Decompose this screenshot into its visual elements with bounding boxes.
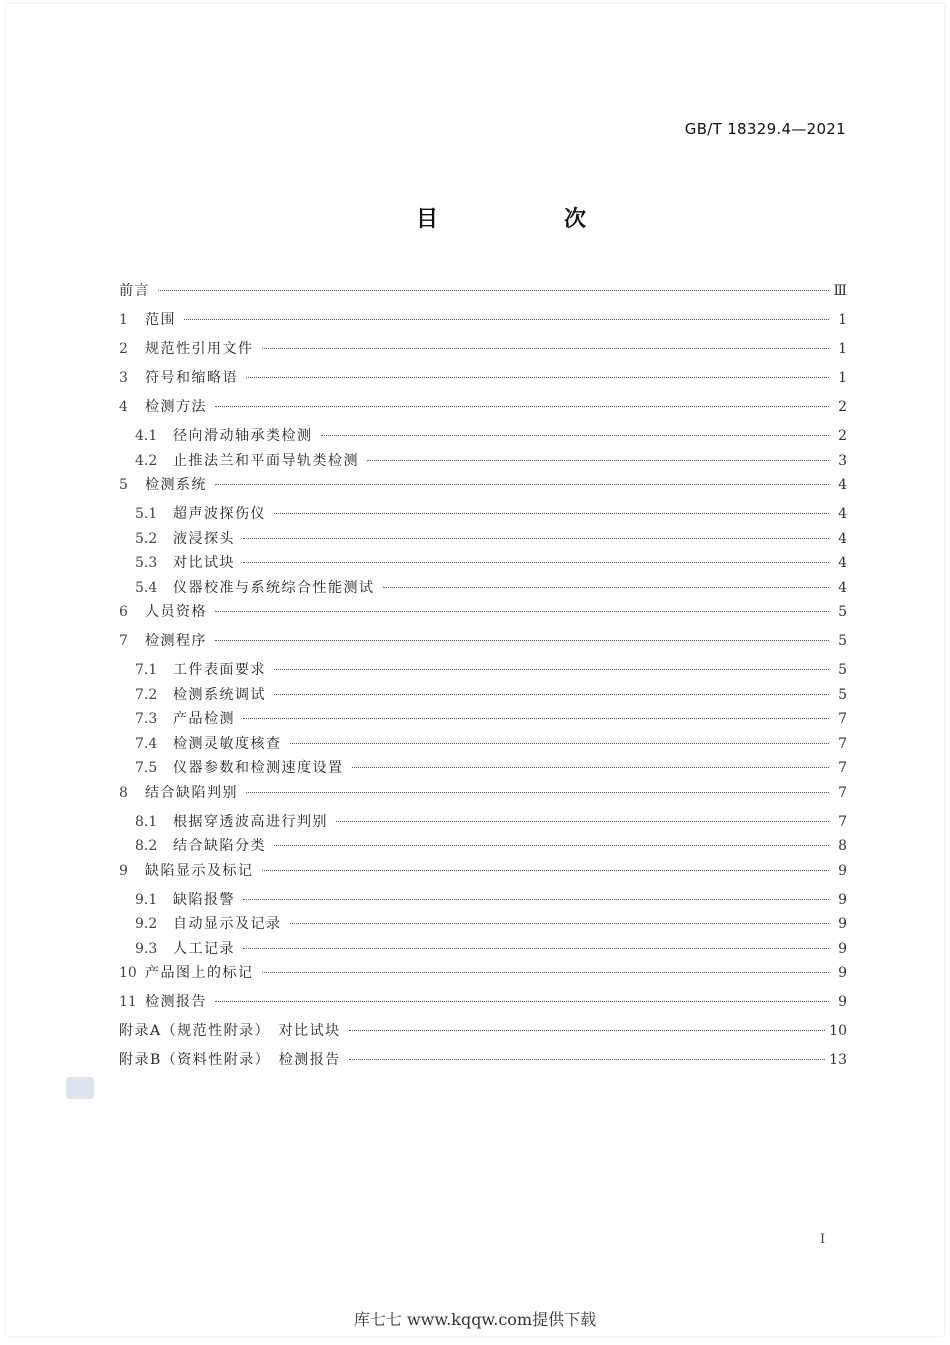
dot-leader	[215, 484, 829, 485]
dot-leader	[349, 1030, 826, 1031]
dot-leader	[274, 513, 829, 514]
toc-entry[interactable]	[119, 889, 847, 914]
toc-entry-number: 7.5	[135, 760, 158, 776]
toc-entry-number: 2	[119, 341, 128, 357]
toc-entry-label: 人工记录	[173, 940, 235, 957]
toc-entry[interactable]	[119, 860, 847, 889]
dot-leader	[243, 948, 829, 949]
toc-entry-label: 结合缺陷分类	[173, 838, 266, 854]
toc-entry-page: 7	[838, 813, 847, 830]
dot-leader	[246, 377, 829, 378]
toc-entry-label: 检测灵敏度核查	[173, 735, 282, 752]
toc-entry[interactable]	[119, 503, 847, 528]
toc-entry-page: 10	[829, 1023, 847, 1039]
toc-entry-page: 1	[838, 312, 847, 328]
dot-leader	[383, 587, 830, 588]
toc-entry[interactable]	[119, 684, 847, 709]
toc-entry-page: 9	[838, 891, 847, 908]
dot-leader	[158, 290, 829, 291]
toc-entry-label: 检测系统	[145, 477, 207, 493]
toc-entry-page: 7	[838, 784, 847, 801]
toc-entry[interactable]	[119, 733, 847, 758]
toc-entry-label: 检测程序	[145, 633, 207, 649]
toc-entry-label: 对比试块	[173, 555, 235, 571]
dot-leader	[246, 792, 829, 793]
dot-leader	[336, 821, 829, 822]
toc-entry[interactable]	[119, 757, 847, 782]
toc-entry[interactable]	[119, 309, 847, 338]
dot-leader	[274, 669, 829, 670]
toc-entry-page: 9	[838, 916, 847, 932]
toc-entry-label: 止推法兰和平面导轨类检测	[173, 452, 359, 469]
toc-entry[interactable]	[119, 835, 847, 860]
toc-entry-number: 11	[119, 994, 137, 1010]
dot-leader	[290, 743, 830, 744]
toc-entry-label: 仪器校准与系统综合性能测试	[173, 579, 375, 596]
toc-entry-label: 工件表面要求	[173, 662, 266, 678]
toc-entry-number: 8.2	[135, 838, 158, 854]
seal-icon	[66, 1077, 94, 1099]
toc-entry-page: 4	[838, 506, 847, 522]
toc-entry[interactable]	[119, 474, 847, 503]
toc-entry-label: 液浸探头	[173, 530, 235, 547]
toc-entry[interactable]	[119, 528, 847, 553]
toc-entry[interactable]	[119, 782, 847, 811]
toc-entry-page: 4	[838, 579, 847, 596]
toc-entry-label: 缺陷显示及标记	[145, 862, 254, 879]
toc-entry-number: 9.2	[135, 916, 158, 932]
toc-entry-label: 结合缺陷判别	[145, 784, 238, 801]
toc-entry-label: 缺陷报警	[173, 891, 235, 908]
toc-entry-page: 13	[829, 1052, 847, 1068]
dot-leader	[367, 460, 829, 461]
toc-entry-label: 附录A（规范性附录） 对比试块	[119, 1023, 341, 1039]
toc-entry-label: 根据穿透波高进行判别	[173, 813, 328, 830]
toc-entry-number: 9.3	[135, 940, 158, 957]
toc-entry-page: 3	[838, 452, 847, 469]
toc-entry-page: 5	[838, 662, 847, 678]
toc-entry-label: 产品图上的标记	[145, 965, 254, 981]
toc-entry-label: 人员资格	[145, 604, 207, 620]
toc-entry-page: 1	[838, 370, 847, 386]
toc-entry-page: 5	[838, 633, 847, 649]
toc-entry-number: 7.3	[135, 711, 158, 727]
toc-entry[interactable]	[119, 601, 847, 630]
toc-entry[interactable]	[119, 396, 847, 425]
dot-leader	[352, 767, 830, 768]
toc-entry-page: Ⅲ	[833, 283, 847, 299]
toc-entry-page: 7	[838, 711, 847, 727]
toc-entry-label: 超声波探伤仪	[173, 506, 266, 522]
toc-entry-page: 5	[838, 686, 847, 703]
dot-leader	[262, 972, 830, 973]
toc-entry[interactable]	[119, 1049, 847, 1078]
toc-entry-number: 7.1	[135, 662, 158, 678]
toc-entry-label: 附录B（资料性附录） 检测报告	[119, 1052, 341, 1068]
toc-entry[interactable]	[119, 425, 847, 450]
page-title: 目 次	[415, 207, 638, 232]
page-number: I	[820, 1232, 826, 1247]
toc-entry-number: 8.1	[135, 813, 158, 830]
toc-entry[interactable]	[119, 811, 847, 836]
dot-leader	[215, 1001, 829, 1002]
toc-entry[interactable]	[119, 552, 847, 577]
dot-leader	[184, 319, 829, 320]
toc-entry-label: 检测报告	[145, 994, 207, 1010]
toc-entry[interactable]	[119, 913, 847, 938]
toc-entry-page: 4	[838, 555, 847, 571]
toc-entry-page: 9	[838, 862, 847, 879]
toc-entry[interactable]	[119, 1020, 847, 1049]
toc-entry-number: 5	[119, 477, 128, 493]
toc-entry-number: 5.1	[135, 506, 158, 522]
toc-entry[interactable]	[119, 367, 847, 396]
dot-leader	[243, 718, 829, 719]
toc-entry-page: 2	[838, 428, 847, 444]
toc-entry-page: 9	[838, 965, 847, 981]
toc-entry-label: 检测系统调试	[173, 686, 266, 703]
standard-code: GB/T 18329.4—2021	[684, 120, 846, 138]
toc-entry[interactable]	[119, 338, 847, 367]
dot-leader	[243, 538, 829, 539]
toc-entry[interactable]	[119, 659, 847, 684]
toc-entry-number: 6	[119, 604, 128, 620]
dot-leader	[215, 406, 829, 407]
toc-entry-number: 5.2	[135, 530, 158, 547]
toc-entry-page: 1	[838, 341, 847, 357]
toc-entry[interactable]	[119, 630, 847, 659]
dot-leader	[243, 899, 829, 900]
dot-leader	[243, 562, 829, 563]
toc-entry[interactable]	[119, 708, 847, 733]
toc-entry-number: 7.4	[135, 735, 158, 752]
toc-entry-page: 5	[838, 604, 847, 620]
toc-entry-number: 5.3	[135, 555, 158, 571]
download-watermark: 库七七 www.kqqw.com提供下载	[353, 1310, 597, 1329]
toc-entry[interactable]	[119, 280, 847, 309]
dot-leader	[215, 611, 829, 612]
dot-leader	[215, 640, 829, 641]
dot-leader	[274, 845, 829, 846]
toc-entry[interactable]	[119, 450, 847, 475]
toc-entry-number: 4.2	[135, 452, 158, 469]
toc-entry-number: 9	[119, 862, 128, 879]
toc-entry-number: 5.4	[135, 579, 158, 596]
toc-entry-label: 仪器参数和检测速度设置	[173, 760, 344, 776]
toc-entry-page: 4	[838, 530, 847, 547]
toc-entry-label: 符号和缩略语	[145, 370, 238, 386]
toc-entry-page: 7	[838, 735, 847, 752]
toc-entry[interactable]	[119, 991, 847, 1020]
toc-entry[interactable]	[119, 577, 847, 602]
toc-entry-label: 自动显示及记录	[173, 916, 282, 932]
toc-entry-label: 范围	[145, 312, 176, 328]
dot-leader	[274, 694, 829, 695]
toc-entry[interactable]	[119, 938, 847, 963]
toc-entry-label: 检测方法	[145, 399, 207, 415]
toc-entry-label: 规范性引用文件	[145, 341, 254, 357]
toc-entry-number: 7.2	[135, 686, 158, 703]
toc-entry-page: 8	[838, 838, 847, 854]
toc-entry-page: 9	[838, 994, 847, 1010]
dot-leader	[290, 923, 830, 924]
dot-leader	[262, 870, 830, 871]
toc-entry-label: 产品检测	[173, 711, 235, 727]
toc-entry-page: 7	[838, 760, 847, 776]
toc-entry-number: 10	[119, 965, 137, 981]
toc-entry-number: 3	[119, 370, 128, 386]
dot-leader	[262, 348, 830, 349]
toc-entry-page: 2	[838, 399, 847, 415]
dot-leader	[349, 1059, 825, 1060]
toc-entry-number: 4	[119, 399, 128, 415]
toc-entry-number: 8	[119, 784, 128, 801]
toc-entry-number: 9.1	[135, 891, 158, 908]
toc-entry-label: 径向滑动轴承类检测	[173, 428, 313, 444]
toc-entry-number: 4.1	[135, 428, 158, 444]
table-of-contents	[119, 280, 847, 1078]
toc-entry-page: 9	[838, 940, 847, 957]
toc-entry-page: 4	[838, 477, 847, 493]
toc-entry-number: 7	[119, 633, 128, 649]
dot-leader	[321, 435, 830, 436]
toc-entry-number: 1	[119, 312, 128, 328]
toc-entry[interactable]	[119, 962, 847, 991]
toc-entry-label: 前言	[119, 283, 150, 299]
